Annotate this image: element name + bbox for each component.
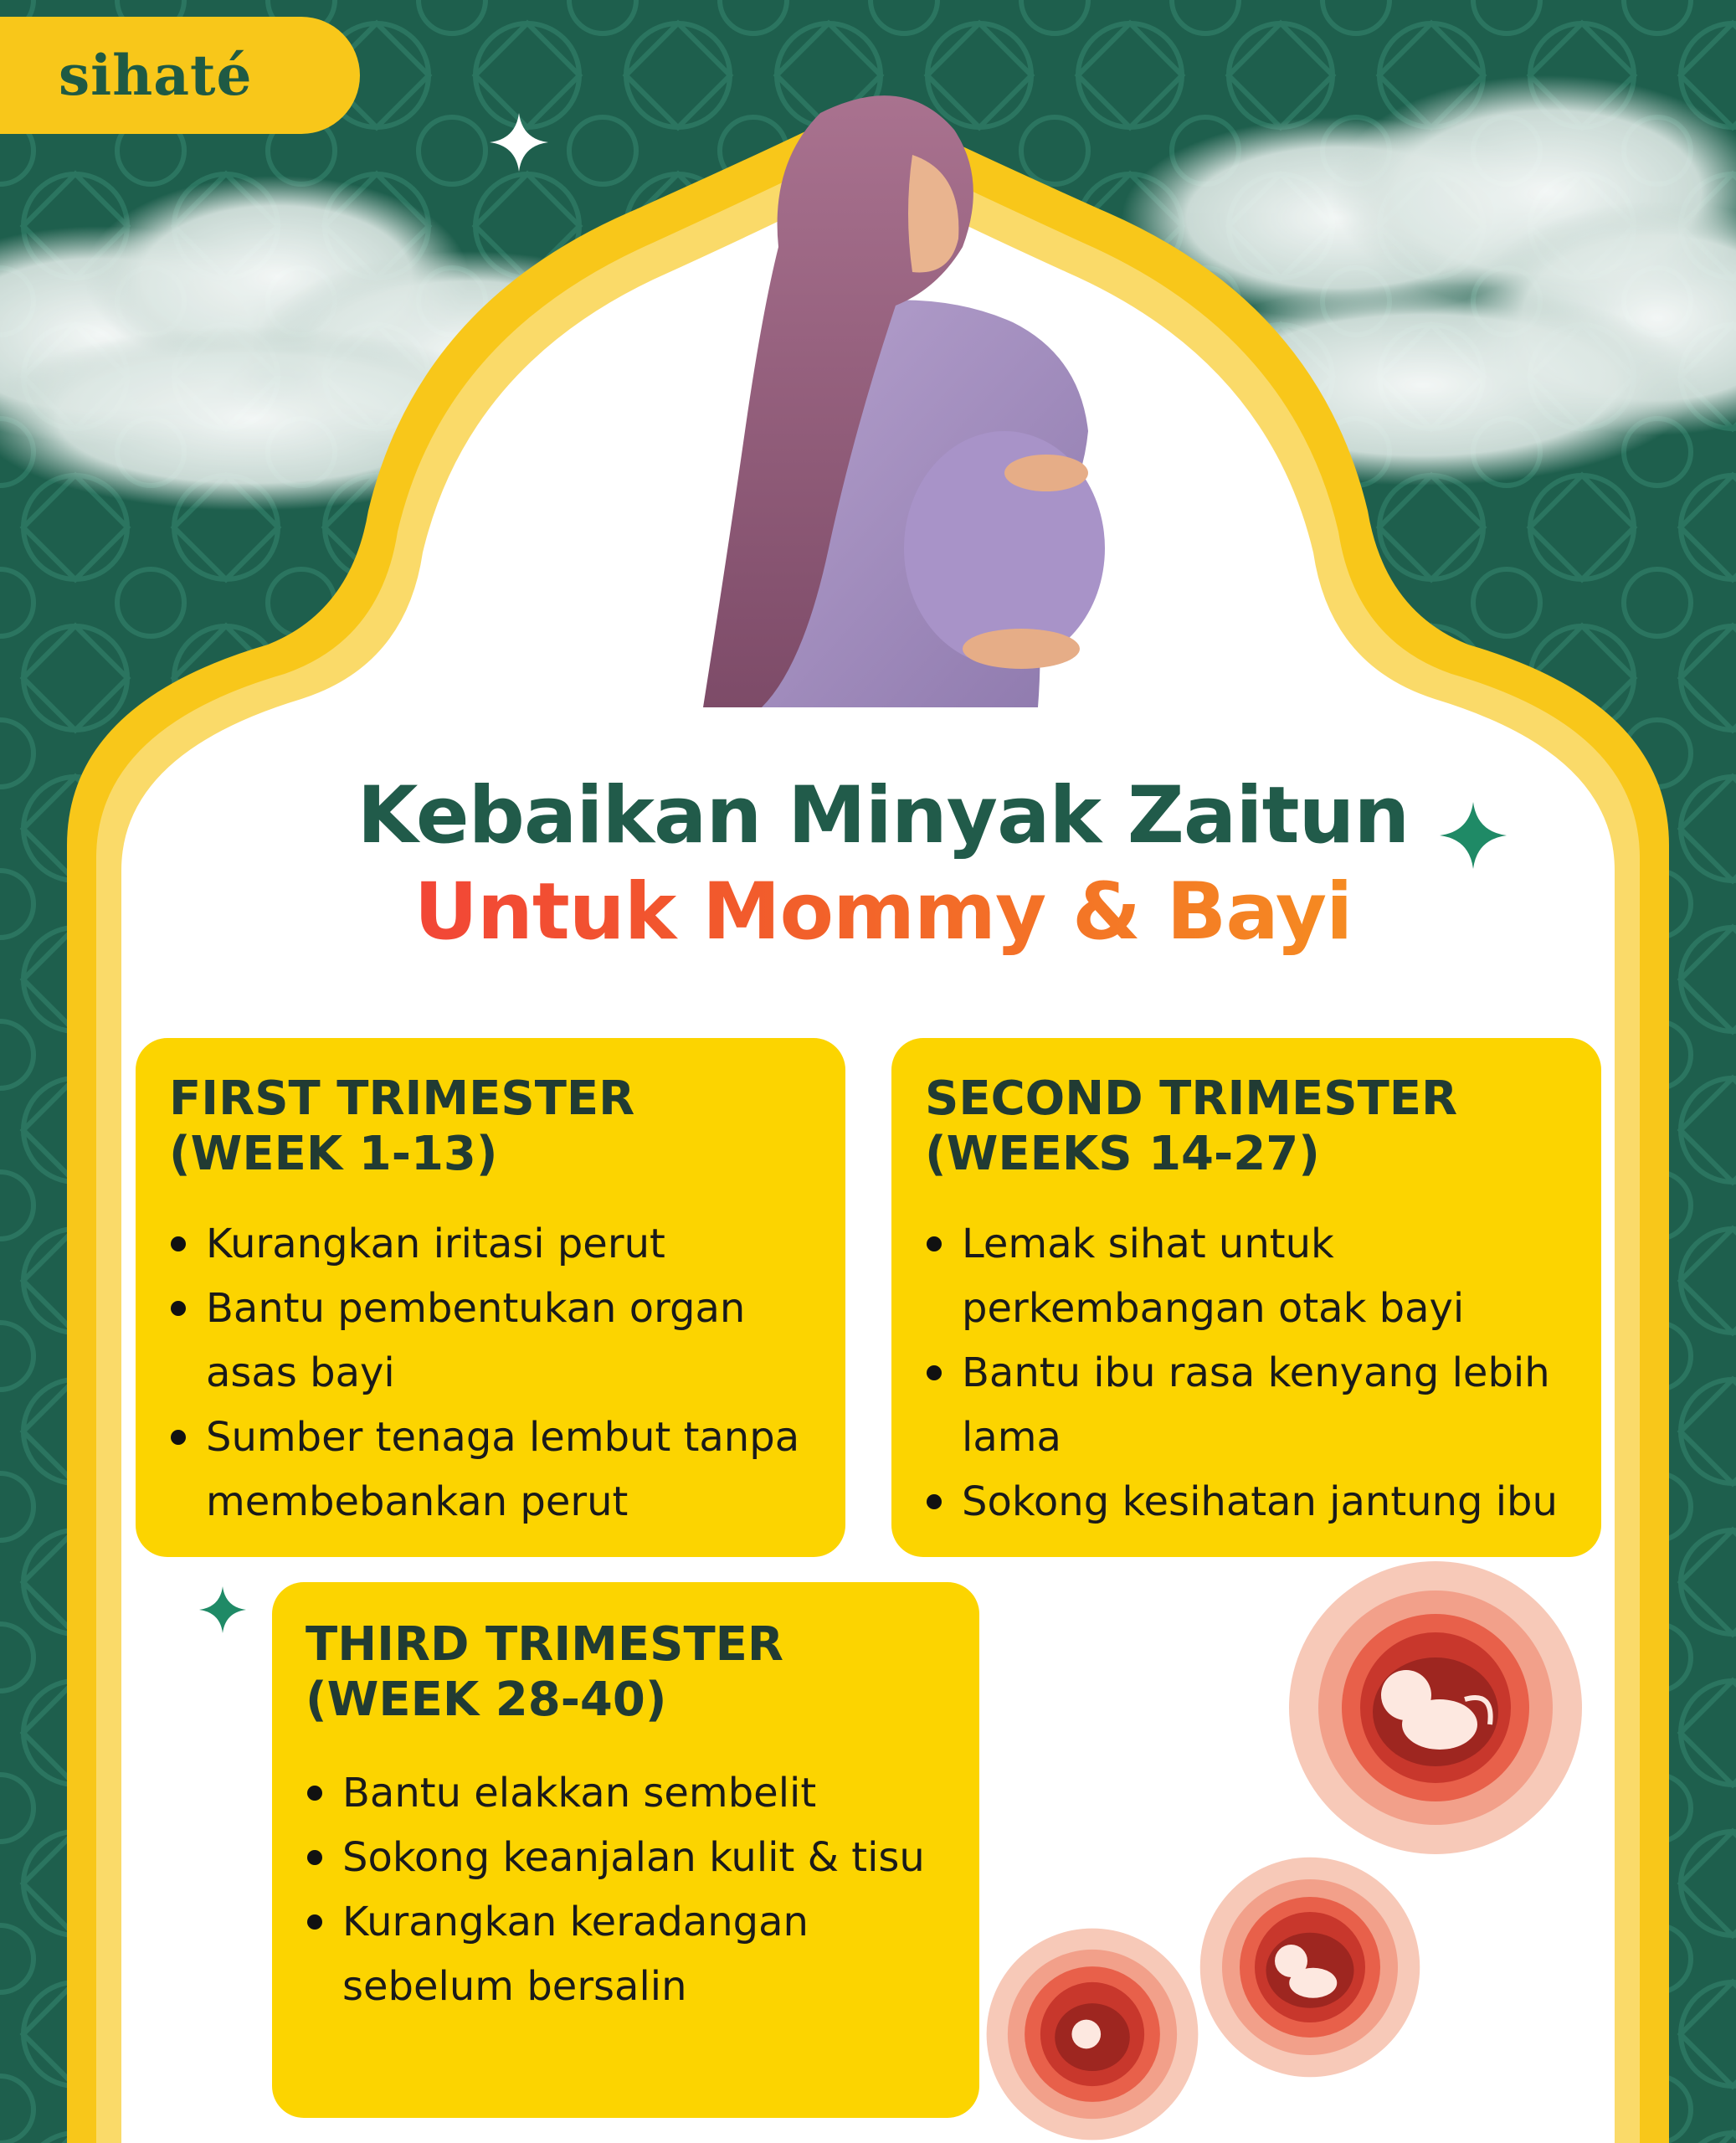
list-item: Bantu ibu rasa kenyang lebih lama [925,1341,1576,1470]
fetus-illustration [984,1925,1201,2143]
headline [126,770,1641,963]
card-title-weeks: (WEEK 1-13) [169,1127,498,1181]
logo-badge [0,17,360,134]
page-subtitle: Untuk Mommy & Bayi [126,862,1641,963]
list-item: Kurangkan iritasi perut [169,1212,812,1277]
page-title: Kebaikan Minyak Zaitun [357,770,1410,861]
fetus-illustration [1197,1854,1423,2080]
card-title-weeks: (WEEK 28-40) [306,1673,667,1727]
trimester-card-third [272,1582,979,2118]
list-item: Sokong kesihatan jantung ibu [925,1470,1576,1534]
brand-logo: sihaté [59,43,253,108]
card-title-weeks: (WEEKS 14-27) [925,1127,1320,1181]
list-item: Bantu elakkan sembelit [306,1761,946,1826]
card-title: FIRST TRIMESTER [169,1072,635,1126]
sparkle-icon [490,113,548,172]
card-title: THIRD TRIMESTER [306,1617,784,1672]
benefit-list [306,1761,946,2019]
fetus-illustration [1285,1557,1586,1858]
pregnant-woman-illustration [686,80,1122,716]
benefit-list [925,1212,1576,1534]
list-item: Bantu pembentukan organ asas bayi [169,1277,812,1406]
list-item: Kurangkan keradangan sebelum bersalin [306,1890,946,2019]
card-title: SECOND TRIMESTER [925,1072,1458,1126]
trimester-card-second [891,1038,1601,1557]
list-item: Sokong keanjalan kulit & tisu [306,1826,946,1890]
trimester-card-first [136,1038,845,1557]
benefit-list [169,1212,812,1534]
list-item: Sumber tenaga lembut tanpa membebankan perut [169,1406,812,1534]
list-item: Lemak sihat untuk perkembangan otak bayi [925,1212,1576,1341]
sparkle-icon [199,1586,246,1633]
